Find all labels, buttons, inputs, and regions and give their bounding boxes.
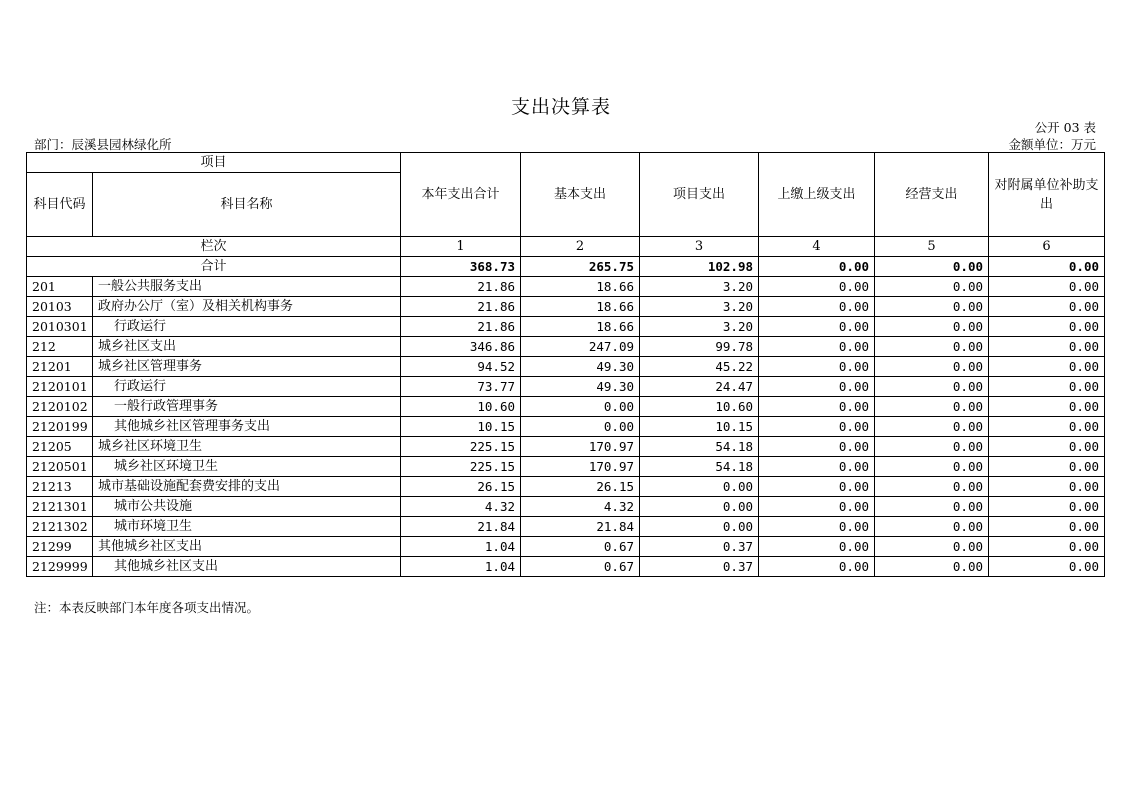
table-row <box>27 397 1105 417</box>
subject-name-cell: 城市基础设施配套费安排的支出 <box>93 477 401 497</box>
amount-cell: 170.97 <box>521 437 640 457</box>
subject-name-cell: 城乡社区环境卫生 <box>93 437 401 457</box>
subject-name-cell: 一般公共服务支出 <box>93 277 401 297</box>
header-basic-expenditure: 基本支出 <box>521 153 640 237</box>
sequence-number: 4 <box>759 237 875 257</box>
amount-cell: 0.00 <box>759 337 875 357</box>
amount-cell: 170.97 <box>521 457 640 477</box>
subject-code-cell: 2120501 <box>27 457 93 477</box>
subject-name-cell: 城乡社区环境卫生 <box>93 457 401 477</box>
amount-cell: 94.52 <box>401 357 521 377</box>
amount-cell: 0.00 <box>759 357 875 377</box>
amount-cell: 0.00 <box>759 477 875 497</box>
sequence-label: 栏次 <box>27 237 401 257</box>
amount-cell: 21.86 <box>401 317 521 337</box>
amount-cell: 247.09 <box>521 337 640 357</box>
amount-cell: 0.00 <box>875 437 989 457</box>
amount-cell: 0.00 <box>989 397 1105 417</box>
amount-cell: 0.00 <box>875 317 989 337</box>
subject-code-cell: 2129999 <box>27 557 93 577</box>
amount-cell: 0.00 <box>759 397 875 417</box>
amount-cell: 0.67 <box>521 537 640 557</box>
header-item-group: 项目 <box>27 153 401 173</box>
amount-cell: 0.00 <box>989 557 1105 577</box>
amount-cell: 0.00 <box>875 457 989 477</box>
amount-cell: 10.60 <box>640 397 759 417</box>
subject-name-cell: 政府办公厅（室）及相关机构事务 <box>93 297 401 317</box>
amount-cell: 4.32 <box>401 497 521 517</box>
amount-cell: 49.30 <box>521 357 640 377</box>
amount-cell: 24.47 <box>640 377 759 397</box>
amount-cell: 26.15 <box>521 477 640 497</box>
total-value: 0.00 <box>875 257 989 277</box>
amount-cell: 10.60 <box>401 397 521 417</box>
subject-name-cell: 城市公共设施 <box>93 497 401 517</box>
sequence-number: 5 <box>875 237 989 257</box>
table-row <box>27 477 1105 497</box>
department-label: 部门：辰溪县园林绿化所 <box>34 137 172 152</box>
amount-cell: 26.15 <box>401 477 521 497</box>
amount-cell: 0.37 <box>640 537 759 557</box>
amount-cell: 0.00 <box>989 357 1105 377</box>
amount-cell: 10.15 <box>401 417 521 437</box>
sequence-number: 2 <box>521 237 640 257</box>
amount-cell: 0.00 <box>989 377 1105 397</box>
amount-cell: 225.15 <box>401 437 521 457</box>
amount-cell: 0.00 <box>875 517 989 537</box>
amount-cell: 0.00 <box>759 317 875 337</box>
amount-cell: 0.00 <box>759 377 875 397</box>
amount-cell: 21.86 <box>401 277 521 297</box>
table-row <box>27 417 1105 437</box>
amount-cell: 0.00 <box>759 557 875 577</box>
amount-cell: 0.00 <box>989 277 1105 297</box>
amount-cell: 0.00 <box>640 497 759 517</box>
amount-cell: 0.00 <box>759 437 875 457</box>
amount-cell: 54.18 <box>640 457 759 477</box>
expenditure-table <box>26 152 1105 577</box>
total-value: 368.73 <box>401 257 521 277</box>
page-title: 支出决算表 <box>510 96 611 118</box>
table-row <box>27 437 1105 457</box>
amount-cell: 0.00 <box>989 337 1105 357</box>
amount-cell: 0.37 <box>640 557 759 577</box>
amount-cell: 3.20 <box>640 317 759 337</box>
amount-cell: 0.00 <box>989 417 1105 437</box>
total-value: 0.00 <box>759 257 875 277</box>
header-total-expenditure: 本年支出合计 <box>401 153 521 237</box>
amount-cell: 10.15 <box>640 417 759 437</box>
amount-cell: 21.84 <box>401 517 521 537</box>
subject-name-cell: 行政运行 <box>93 317 401 337</box>
subject-code-cell: 2120199 <box>27 417 93 437</box>
amount-cell: 0.00 <box>875 277 989 297</box>
amount-cell: 0.00 <box>989 317 1105 337</box>
amount-cell: 0.00 <box>989 477 1105 497</box>
table-row <box>27 557 1105 577</box>
amount-cell: 18.66 <box>521 277 640 297</box>
amount-cell: 0.00 <box>759 277 875 297</box>
subject-name-cell: 其他城乡社区管理事务支出 <box>93 417 401 437</box>
header-subsidy-expenditure: 对附属单位补助支出 <box>989 153 1105 237</box>
amount-cell: 18.66 <box>521 297 640 317</box>
amount-cell: 0.00 <box>875 417 989 437</box>
subject-code-cell: 21299 <box>27 537 93 557</box>
subject-code-cell: 212 <box>27 337 93 357</box>
table-row <box>27 337 1105 357</box>
amount-cell: 0.00 <box>759 517 875 537</box>
amount-cell: 0.00 <box>875 337 989 357</box>
subject-code-cell: 2121301 <box>27 497 93 517</box>
subject-code-cell: 201 <box>27 277 93 297</box>
amount-cell: 1.04 <box>401 537 521 557</box>
amount-cell: 0.00 <box>759 497 875 517</box>
amount-cell: 0.00 <box>875 557 989 577</box>
table-row <box>27 497 1105 517</box>
subject-code-cell: 2010301 <box>27 317 93 337</box>
table-row <box>27 317 1105 337</box>
column-sequence-row <box>27 237 1105 257</box>
sequence-number: 3 <box>640 237 759 257</box>
amount-cell: 0.00 <box>759 417 875 437</box>
amount-cell: 0.00 <box>759 457 875 477</box>
header-subject-name: 科目名称 <box>93 173 401 237</box>
amount-cell: 73.77 <box>401 377 521 397</box>
amount-cell: 0.00 <box>875 497 989 517</box>
amount-cell: 3.20 <box>640 297 759 317</box>
amount-cell: 0.67 <box>521 557 640 577</box>
amount-cell: 18.66 <box>521 317 640 337</box>
amount-cell: 21.86 <box>401 297 521 317</box>
subject-code-cell: 2120102 <box>27 397 93 417</box>
amount-cell: 0.00 <box>759 537 875 557</box>
table-row <box>27 357 1105 377</box>
subject-code-cell: 20103 <box>27 297 93 317</box>
amount-unit-label: 金额单位：万元 <box>1008 137 1096 152</box>
amount-cell: 49.30 <box>521 377 640 397</box>
amount-cell: 0.00 <box>759 297 875 317</box>
amount-cell: 0.00 <box>875 357 989 377</box>
amount-cell: 0.00 <box>640 517 759 537</box>
amount-cell: 0.00 <box>640 477 759 497</box>
amount-cell: 0.00 <box>989 437 1105 457</box>
header-business-expenditure: 经营支出 <box>875 153 989 237</box>
table-row <box>27 377 1105 397</box>
subject-name-cell: 其他城乡社区支出 <box>93 537 401 557</box>
sequence-number: 1 <box>401 237 521 257</box>
amount-cell: 0.00 <box>521 417 640 437</box>
subject-name-cell: 城市环境卫生 <box>93 517 401 537</box>
amount-cell: 0.00 <box>875 397 989 417</box>
table-row <box>27 517 1105 537</box>
amount-cell: 0.00 <box>989 497 1105 517</box>
amount-cell: 0.00 <box>989 537 1105 557</box>
total-value: 102.98 <box>640 257 759 277</box>
sequence-number: 6 <box>989 237 1105 257</box>
amount-cell: 21.84 <box>521 517 640 537</box>
form-number: 公开 03 表 <box>1034 120 1096 135</box>
subject-code-cell: 2120101 <box>27 377 93 397</box>
amount-cell: 99.78 <box>640 337 759 357</box>
subject-code-cell: 21201 <box>27 357 93 377</box>
header-subject-code: 科目代码 <box>27 173 93 237</box>
total-label: 合计 <box>27 257 401 277</box>
header-row-group <box>27 153 1105 173</box>
subject-code-cell: 2121302 <box>27 517 93 537</box>
amount-cell: 0.00 <box>521 397 640 417</box>
subject-name-cell: 其他城乡社区支出 <box>93 557 401 577</box>
subject-name-cell: 城乡社区支出 <box>93 337 401 357</box>
amount-cell: 0.00 <box>875 477 989 497</box>
subject-name-cell: 一般行政管理事务 <box>93 397 401 417</box>
header-project-expenditure: 项目支出 <box>640 153 759 237</box>
table-note: 注：本表反映部门本年度各项支出情况。 <box>34 600 260 615</box>
header-upper-level-expenditure: 上缴上级支出 <box>759 153 875 237</box>
amount-cell: 346.86 <box>401 337 521 357</box>
subject-code-cell: 21213 <box>27 477 93 497</box>
amount-cell: 3.20 <box>640 277 759 297</box>
table-row <box>27 537 1105 557</box>
amount-cell: 54.18 <box>640 437 759 457</box>
table-row <box>27 297 1105 317</box>
table-row <box>27 277 1105 297</box>
amount-cell: 0.00 <box>875 377 989 397</box>
total-row <box>27 257 1105 277</box>
amount-cell: 1.04 <box>401 557 521 577</box>
amount-cell: 45.22 <box>640 357 759 377</box>
amount-cell: 0.00 <box>875 537 989 557</box>
subject-name-cell: 城乡社区管理事务 <box>93 357 401 377</box>
subject-code-cell: 21205 <box>27 437 93 457</box>
amount-cell: 0.00 <box>875 297 989 317</box>
total-value: 0.00 <box>989 257 1105 277</box>
total-value: 265.75 <box>521 257 640 277</box>
amount-cell: 0.00 <box>989 297 1105 317</box>
amount-cell: 225.15 <box>401 457 521 477</box>
amount-cell: 0.00 <box>989 517 1105 537</box>
subject-name-cell: 行政运行 <box>93 377 401 397</box>
table-row <box>27 457 1105 477</box>
amount-cell: 0.00 <box>989 457 1105 477</box>
amount-cell: 4.32 <box>521 497 640 517</box>
